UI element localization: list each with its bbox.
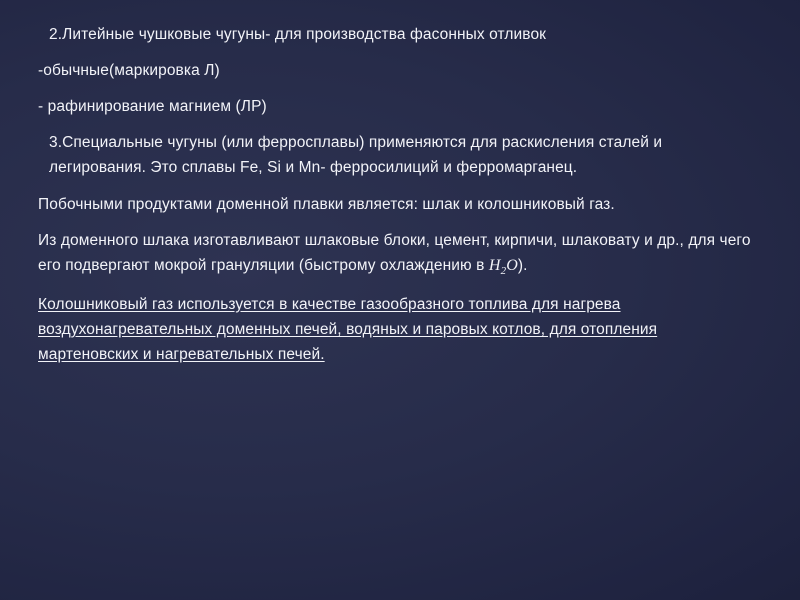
- paragraph-special-pig-iron: 3.Специальные чугуны (или ферросплавы) применяются для раскисления сталей и легирования. Это сплавы Fe, Si и Mn- ферросилиций и ферромарганец.: [49, 134, 663, 177]
- paragraph-cast-pig-iron: 2.Литейные чушковые чугуны- для производства фасонных отливок: [49, 26, 547, 43]
- formula-water: [488, 256, 518, 277]
- slag-usage-text: Из доменного шлака изготавливают шлаковые блоки, цемент, кирпичи, шлаковату и др., для чего его подвергают мокрой грануляции (быстрому охлаждению в: [38, 231, 751, 274]
- paragraph-ordinary-marking: -обычные(маркировка Л): [38, 62, 220, 80]
- slag-usage-text-after: ).: [517, 256, 528, 274]
- paragraph-slag-usage: [38, 228, 754, 281]
- formula-water-subscript: 2: [500, 264, 507, 277]
- slide-text-body: [38, 22, 754, 378]
- formula-water-tail: O: [506, 256, 518, 274]
- paragraph-blast-furnace-gas: Колошниковый газ используется в качестве газообразного топлива для нагрева воздухонагревательных доменных печей, водяных и паровых котлов, для отопления мартеновских и нагревательных печей.: [38, 295, 658, 363]
- paragraph-magnesium-refining: - рафинирование магнием (ЛР): [38, 98, 267, 116]
- paragraph-byproducts: Побочными продуктами доменной плавки является: шлак и колошниковый газ.: [38, 195, 615, 213]
- formula-water-base: H: [488, 256, 501, 274]
